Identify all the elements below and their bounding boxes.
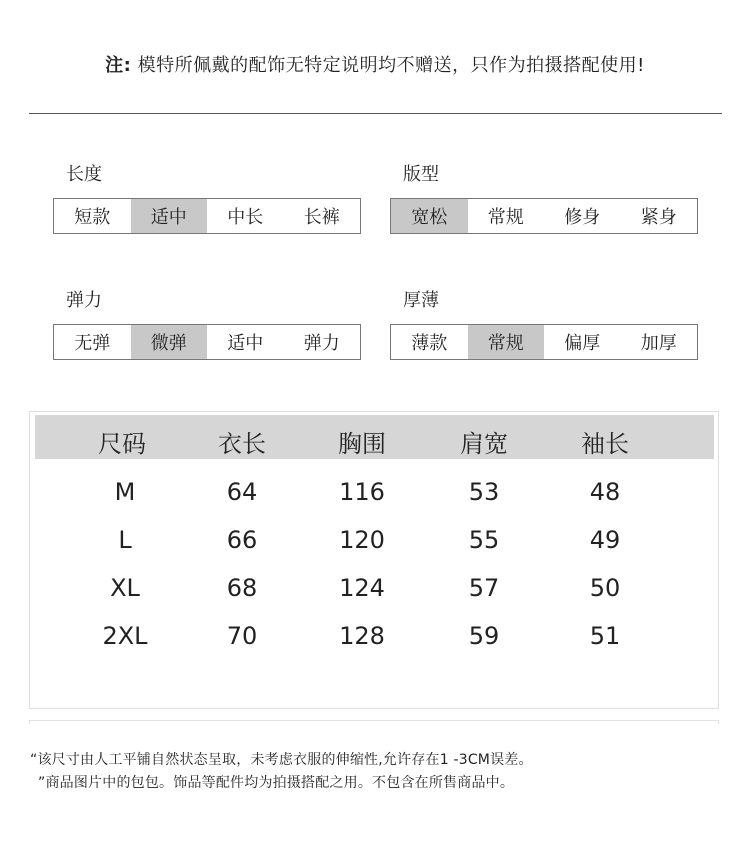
footnote-measurement: “该尺寸由人工平铺自然状态呈取，未考虑衣服的伸缩性,允许存在1 -3CM误差。 [30, 752, 533, 768]
attr-option: 修身 [564, 207, 601, 228]
attr-option: 无弹 [74, 333, 111, 354]
value-cell: 49 [589, 526, 621, 554]
attr-option: 长裤 [303, 207, 340, 228]
attr-option-selected: 常规 [468, 325, 545, 359]
value-cell: 51 [589, 622, 621, 650]
attr-option: 常规 [487, 207, 524, 228]
attr-options-thickness [390, 324, 698, 360]
attr-option: 紧身 [640, 207, 677, 228]
value-cell: 68 [226, 574, 258, 602]
card-divider [29, 720, 719, 724]
notice-prefix: 注: [105, 55, 132, 76]
attr-label-stretch: 弹力 [66, 290, 102, 311]
value-cell: 59 [468, 622, 500, 650]
attr-options-length [53, 198, 361, 234]
column-header: 尺码 [98, 430, 146, 458]
value-cell: 70 [226, 622, 258, 650]
attr-option: 中长 [227, 207, 264, 228]
column-header: 胸围 [338, 430, 386, 458]
attr-options-stretch [53, 324, 361, 360]
value-cell: 55 [468, 526, 500, 554]
value-cell: 66 [226, 526, 258, 554]
attr-option-selected: 适中 [131, 199, 208, 233]
attr-option: 加厚 [640, 333, 677, 354]
attr-options-fit [390, 198, 698, 234]
divider-line [29, 113, 722, 114]
value-cell: 128 [339, 622, 385, 650]
attr-option: 偏厚 [564, 333, 601, 354]
value-cell: 116 [339, 478, 385, 506]
notice-text: 模特所佩戴的配饰无特定说明均不赠送，只作为拍摄搭配使用! [137, 55, 645, 76]
attr-label-fit: 版型 [403, 164, 439, 185]
value-cell: 50 [589, 574, 621, 602]
column-header: 袖长 [581, 430, 629, 458]
value-cell: 57 [468, 574, 500, 602]
value-cell: 53 [468, 478, 500, 506]
size-cell: XL [110, 574, 140, 602]
attr-label-length: 长度 [66, 164, 102, 185]
size-cell: L [118, 526, 132, 554]
attr-option: 弹力 [303, 333, 340, 354]
size-cell: M [114, 478, 136, 506]
column-header: 衣长 [218, 430, 266, 458]
size-cell: 2XL [102, 622, 148, 650]
value-cell: 120 [339, 526, 385, 554]
attr-option: 适中 [227, 333, 264, 354]
attr-option-selected: 微弹 [131, 325, 208, 359]
footnote-accessories: ”商品图片中的包包。饰品等配件均为拍摄搭配之用。不包含在所售商品中。 [38, 775, 515, 791]
attr-option: 薄款 [411, 333, 448, 354]
value-cell: 64 [226, 478, 258, 506]
size-chart [29, 411, 719, 709]
gift-notice [0, 51, 750, 77]
value-cell: 48 [589, 478, 621, 506]
attr-label-thickness: 厚薄 [403, 290, 439, 311]
column-header: 肩宽 [460, 430, 508, 458]
attr-option: 短款 [74, 207, 111, 228]
attr-option-selected: 宽松 [391, 199, 468, 233]
size-chart-header [35, 415, 714, 459]
value-cell: 124 [339, 574, 385, 602]
